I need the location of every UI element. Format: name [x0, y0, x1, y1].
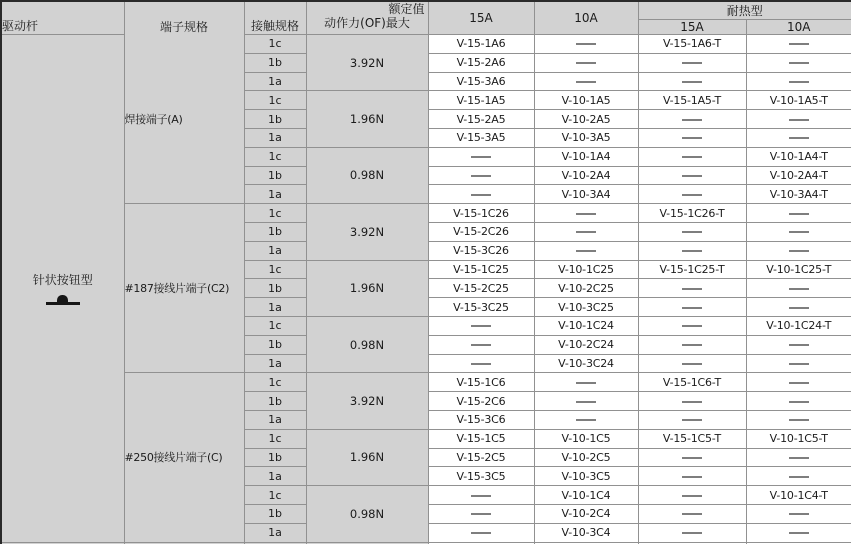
- model-number-cell: [534, 204, 638, 223]
- empty-dash: [789, 401, 809, 403]
- empty-dash: [789, 81, 809, 83]
- model-number-cell: [638, 523, 746, 542]
- empty-dash: [576, 231, 596, 233]
- header-terminal-spec: 端子规格: [124, 1, 244, 35]
- table-row: [1, 204, 851, 223]
- terminal-cell: 焊接端子(A): [124, 35, 244, 204]
- model-number-cell: V-10-1C5: [534, 429, 638, 448]
- model-number-cell: V-15-1C25: [428, 260, 534, 279]
- empty-dash: [682, 175, 702, 177]
- contact-spec-cell: 1a: [244, 241, 306, 260]
- empty-dash: [682, 363, 702, 365]
- empty-dash: [789, 363, 809, 365]
- model-number-cell: V-10-3C5: [534, 467, 638, 486]
- contact-spec-cell: 1c: [244, 373, 306, 392]
- empty-dash: [682, 137, 702, 139]
- contact-spec-cell: 1a: [244, 128, 306, 147]
- empty-dash: [682, 250, 702, 252]
- empty-dash: [682, 119, 702, 121]
- contact-spec-cell: 1c: [244, 147, 306, 166]
- model-number-cell: [534, 392, 638, 411]
- contact-spec-cell: 1a: [244, 523, 306, 542]
- model-number-cell: [746, 204, 851, 223]
- empty-dash: [471, 175, 491, 177]
- empty-dash: [682, 325, 702, 327]
- model-number-cell: [746, 298, 851, 317]
- empty-dash: [789, 476, 809, 478]
- contact-spec-cell: 1b: [244, 110, 306, 129]
- pin-plunger-icon: [43, 295, 83, 305]
- empty-dash: [471, 363, 491, 365]
- contact-spec-cell: 1a: [244, 354, 306, 373]
- model-number-cell: V-10-1C24: [534, 316, 638, 335]
- model-number-cell: [746, 410, 851, 429]
- model-number-cell: [428, 316, 534, 335]
- empty-dash: [789, 419, 809, 421]
- contact-spec-cell: 1a: [244, 410, 306, 429]
- model-number-cell: V-10-2A4-T: [746, 166, 851, 185]
- operating-force-cell: 0.98N: [306, 147, 428, 203]
- header-10a: 10A: [534, 1, 638, 35]
- model-number-cell: V-10-1C4: [534, 486, 638, 505]
- model-number-cell: [534, 35, 638, 54]
- model-number-cell: [428, 147, 534, 166]
- model-number-cell: [638, 448, 746, 467]
- contact-spec-cell: 1b: [244, 166, 306, 185]
- contact-spec-cell: 1b: [244, 53, 306, 72]
- empty-dash: [789, 43, 809, 45]
- plunger-base-shape: [46, 302, 80, 305]
- model-number-cell: [746, 504, 851, 523]
- header-rated-value: 额定值: [388, 2, 425, 16]
- model-number-cell: V-10-3C4: [534, 523, 638, 542]
- model-number-cell: V-15-1C25-T: [638, 260, 746, 279]
- contact-spec-cell: 1c: [244, 486, 306, 505]
- model-number-cell: [638, 392, 746, 411]
- header-15a: 15A: [428, 1, 534, 35]
- empty-dash: [789, 307, 809, 309]
- model-number-cell: [746, 72, 851, 91]
- empty-dash: [682, 344, 702, 346]
- empty-dash: [682, 231, 702, 233]
- empty-dash: [789, 119, 809, 121]
- operating-force-cell: 0.98N: [306, 486, 428, 542]
- operating-force-cell: 0.98N: [306, 316, 428, 372]
- empty-dash: [682, 81, 702, 83]
- model-number-cell: [746, 53, 851, 72]
- model-number-cell: [746, 392, 851, 411]
- model-number-cell: V-15-1A6-T: [638, 35, 746, 54]
- operating-force-cell: 1.96N: [306, 429, 428, 485]
- model-number-cell: V-15-2A5: [428, 110, 534, 129]
- table-row: [1, 373, 851, 392]
- empty-dash: [789, 62, 809, 64]
- empty-dash: [576, 401, 596, 403]
- empty-dash: [576, 213, 596, 215]
- model-number-cell: V-10-1A4-T: [746, 147, 851, 166]
- model-number-cell: V-15-3C5: [428, 467, 534, 486]
- model-number-cell: V-10-2C5: [534, 448, 638, 467]
- model-number-cell: [638, 110, 746, 129]
- model-number-cell: V-10-2A5: [534, 110, 638, 129]
- model-number-cell: [638, 467, 746, 486]
- model-number-cell: [638, 279, 746, 298]
- model-number-cell: V-15-2C25: [428, 279, 534, 298]
- contact-spec-cell: 1b: [244, 335, 306, 354]
- drive-lever-label: 针状按钮型: [32, 273, 93, 288]
- model-number-cell: V-10-1C25: [534, 260, 638, 279]
- empty-dash: [682, 156, 702, 158]
- model-number-cell: [534, 241, 638, 260]
- model-number-cell: V-15-3C25: [428, 298, 534, 317]
- empty-dash: [789, 231, 809, 233]
- model-number-cell: V-15-1A6: [428, 35, 534, 54]
- empty-dash: [789, 457, 809, 459]
- empty-dash: [576, 419, 596, 421]
- empty-dash: [789, 344, 809, 346]
- model-number-cell: V-10-2C24: [534, 335, 638, 354]
- contact-spec-cell: 1c: [244, 91, 306, 110]
- model-number-cell: [746, 354, 851, 373]
- model-number-cell: [746, 467, 851, 486]
- model-number-cell: [534, 410, 638, 429]
- model-number-cell: [746, 35, 851, 54]
- terminal-cell: #187接线片端子(C2): [124, 204, 244, 373]
- model-number-cell: [428, 486, 534, 505]
- header-operating-force: [306, 1, 428, 35]
- model-number-cell: V-10-3C25: [534, 298, 638, 317]
- model-number-cell: V-10-2C25: [534, 279, 638, 298]
- model-number-cell: V-15-1C26-T: [638, 204, 746, 223]
- model-number-cell: [534, 53, 638, 72]
- model-number-cell: [638, 298, 746, 317]
- header-heat-15a: 15A: [638, 20, 746, 35]
- model-number-cell: V-15-3C26: [428, 241, 534, 260]
- model-number-cell: V-10-2A4: [534, 166, 638, 185]
- model-number-cell: [638, 316, 746, 335]
- model-number-cell: V-15-1C6-T: [638, 373, 746, 392]
- header-drive-lever: 驱动杆: [1, 1, 124, 35]
- empty-dash: [682, 194, 702, 196]
- header-heat-10a: 10A: [746, 20, 851, 35]
- model-number-cell: [638, 147, 746, 166]
- empty-dash: [471, 325, 491, 327]
- contact-spec-cell: 1c: [244, 429, 306, 448]
- empty-dash: [682, 476, 702, 478]
- contact-spec-cell: 1c: [244, 260, 306, 279]
- model-number-cell: V-15-1C5: [428, 429, 534, 448]
- empty-dash: [789, 137, 809, 139]
- empty-dash: [576, 43, 596, 45]
- contact-spec-cell: 1c: [244, 204, 306, 223]
- contact-spec-cell: 1c: [244, 35, 306, 54]
- model-number-cell: [746, 523, 851, 542]
- empty-dash: [471, 344, 491, 346]
- operating-force-cell: 1.96N: [306, 91, 428, 147]
- model-number-cell: V-15-1A5-T: [638, 91, 746, 110]
- model-number-cell: [638, 185, 746, 204]
- header-contact-spec: 接触规格: [244, 1, 306, 35]
- empty-dash: [682, 307, 702, 309]
- model-number-cell: [746, 128, 851, 147]
- empty-dash: [471, 495, 491, 497]
- empty-dash: [682, 288, 702, 290]
- empty-dash: [789, 532, 809, 534]
- operating-force-cell: 3.92N: [306, 35, 428, 91]
- model-number-cell: V-15-2A6: [428, 53, 534, 72]
- model-number-cell: [746, 279, 851, 298]
- model-number-cell: V-15-3A5: [428, 128, 534, 147]
- model-number-cell: V-10-1C4-T: [746, 486, 851, 505]
- empty-dash: [576, 62, 596, 64]
- empty-dash: [789, 382, 809, 384]
- empty-dash: [789, 213, 809, 215]
- terminal-cell: #250接线片端子(C): [124, 373, 244, 542]
- model-number-cell: [428, 523, 534, 542]
- model-number-cell: [638, 504, 746, 523]
- contact-spec-cell: 1b: [244, 448, 306, 467]
- model-number-cell: [746, 241, 851, 260]
- model-number-cell: [428, 354, 534, 373]
- contact-spec-cell: 1a: [244, 185, 306, 204]
- empty-dash: [789, 250, 809, 252]
- model-number-cell: V-10-1C25-T: [746, 260, 851, 279]
- model-number-cell: [746, 373, 851, 392]
- contact-spec-cell: 1b: [244, 392, 306, 411]
- empty-dash: [471, 513, 491, 515]
- contact-spec-cell: 1b: [244, 279, 306, 298]
- empty-dash: [682, 495, 702, 497]
- header-operating-force-label: 动作力(OF)最大: [324, 16, 410, 30]
- drive-lever-cell: [1, 35, 124, 543]
- model-number-cell: V-10-2C4: [534, 504, 638, 523]
- model-number-cell: [638, 410, 746, 429]
- model-number-cell: [638, 241, 746, 260]
- model-number-cell: [638, 72, 746, 91]
- contact-spec-cell: 1b: [244, 222, 306, 241]
- model-number-cell: V-10-3A5: [534, 128, 638, 147]
- header-heat-resistant: 耐热型: [638, 1, 851, 20]
- model-number-cell: [638, 486, 746, 505]
- model-number-cell: V-15-3A6: [428, 72, 534, 91]
- model-number-cell: V-15-1A5: [428, 91, 534, 110]
- contact-spec-cell: 1c: [244, 316, 306, 335]
- empty-dash: [576, 81, 596, 83]
- model-number-cell: V-15-2C6: [428, 392, 534, 411]
- empty-dash: [576, 382, 596, 384]
- empty-dash: [576, 250, 596, 252]
- model-number-cell: [638, 53, 746, 72]
- model-number-cell: V-15-1C26: [428, 204, 534, 223]
- plunger-pin-shape: [57, 295, 68, 302]
- empty-dash: [789, 513, 809, 515]
- operating-force-cell: 1.96N: [306, 260, 428, 316]
- model-number-cell: V-10-3A4: [534, 185, 638, 204]
- model-number-cell: V-10-1A5-T: [746, 91, 851, 110]
- model-number-cell: V-10-1A5: [534, 91, 638, 110]
- operating-force-cell: 3.92N: [306, 373, 428, 429]
- model-number-cell: V-15-1C5-T: [638, 429, 746, 448]
- table-row: [1, 35, 851, 54]
- model-number-cell: [746, 448, 851, 467]
- empty-dash: [789, 288, 809, 290]
- model-number-cell: [428, 504, 534, 523]
- model-number-cell: [428, 335, 534, 354]
- model-number-cell: [746, 335, 851, 354]
- model-number-cell: [746, 222, 851, 241]
- model-number-cell: [638, 222, 746, 241]
- empty-dash: [471, 194, 491, 196]
- empty-dash: [682, 513, 702, 515]
- model-number-cell: [428, 166, 534, 185]
- model-number-cell: V-15-2C26: [428, 222, 534, 241]
- model-number-cell: V-10-1A4: [534, 147, 638, 166]
- model-number-cell: V-10-3A4-T: [746, 185, 851, 204]
- model-number-cell: V-15-3C6: [428, 410, 534, 429]
- model-number-cell: V-15-1C6: [428, 373, 534, 392]
- contact-spec-cell: 1a: [244, 298, 306, 317]
- model-number-cell: [428, 185, 534, 204]
- model-number-cell: V-15-2C5: [428, 448, 534, 467]
- model-number-cell: [534, 72, 638, 91]
- model-number-cell: [638, 354, 746, 373]
- contact-spec-cell: 1b: [244, 504, 306, 523]
- model-number-cell: [534, 222, 638, 241]
- model-number-cell: [638, 128, 746, 147]
- operating-force-cell: 3.92N: [306, 204, 428, 260]
- model-number-cell: V-10-1C24-T: [746, 316, 851, 335]
- model-number-cell: [638, 166, 746, 185]
- empty-dash: [682, 419, 702, 421]
- empty-dash: [682, 401, 702, 403]
- empty-dash: [682, 532, 702, 534]
- model-number-cell: [746, 110, 851, 129]
- contact-spec-cell: 1a: [244, 72, 306, 91]
- model-number-cell: [638, 335, 746, 354]
- model-number-cell: [534, 373, 638, 392]
- empty-dash: [471, 156, 491, 158]
- empty-dash: [682, 62, 702, 64]
- empty-dash: [682, 457, 702, 459]
- contact-spec-cell: 1a: [244, 467, 306, 486]
- model-number-cell: V-10-3C24: [534, 354, 638, 373]
- empty-dash: [471, 532, 491, 534]
- model-number-cell: V-10-1C5-T: [746, 429, 851, 448]
